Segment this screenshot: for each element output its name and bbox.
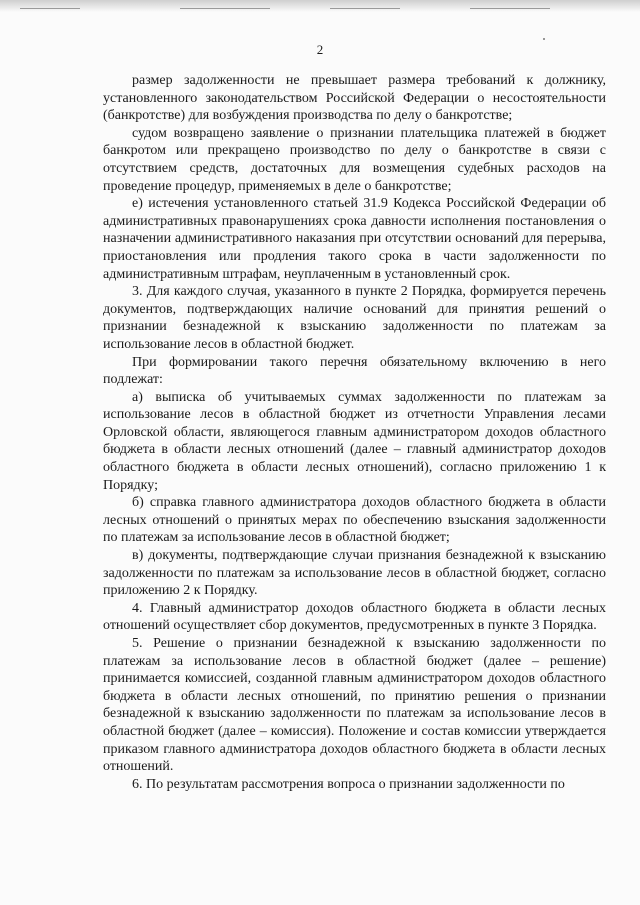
scan-artifact-line <box>180 8 270 9</box>
scan-artifact-line <box>330 8 400 9</box>
paragraph: При формировании такого перечня обязательному включению в него подлежат: <box>103 354 606 388</box>
paragraph: судом возвращено заявление о признании плательщика платежей в бюджет банкротом или прекращено производство по делу о банкротстве в связи с отсутствием средств, достаточных для возмещения судебных расходов на проведение процедур, применяемых в деле о банкротстве; <box>103 125 606 194</box>
scan-artifact-line <box>20 8 80 9</box>
page-number: 2 <box>316 42 324 57</box>
paragraph: размер задолженности не превышает размера требований к должнику, установленного законодательством Российской Федерации о несостоятельности (банкротстве) для возбуждения производства по делу о банкротстве; <box>103 73 606 124</box>
paragraph: б) справка главного администратора доходов областного бюджета в области лесных отношений о принятых мерах по обеспечению взыскания задолженности по платежам за использование лесов в областной бюджет; <box>103 495 606 546</box>
paragraph: 4. Главный администратор доходов областного бюджета в области лесных отношений осуществляет сбор документов, предусмотренных в пункте 3 Порядка. <box>103 600 606 634</box>
paragraph: а) выписка об учитываемых суммах задолженности по платежам за использование лесов в областной бюджет из отчетности Управления лесами Орловской области, являющегося главным администратором доходов областного бюджета в области лесных отношений (далее – главный администратор доходов областного бюджета в области лесных отношений), согласно приложению 1 к Порядку; <box>103 389 606 493</box>
scan-speck <box>543 38 545 40</box>
document-body <box>103 72 606 793</box>
paragraph: в) документы, подтверждающие случаи признания безнадежной к взысканию задолженности по платежам за использование лесов в областной бюджет, согласно приложению 2 к Порядку. <box>103 548 606 599</box>
scan-artifact-line <box>470 8 550 9</box>
paragraph: 5. Решение о признании безнадежной к взысканию задолженности по платежам за использование лесов в областной бюджет (далее – решение) принимается комиссией, созданной главным администратором доходов областного бюджета в области лесных отношений, по принятию решения о признании безнадежной к взысканию задолженности по платежам за использование лесов в областной бюджет (далее – комиссия). Положение и состав комиссии утверждается приказом главного администратора доходов областного бюджета в области лесных отношений. <box>103 636 606 775</box>
paragraph: 3. Для каждого случая, указанного в пункте 2 Порядка, формируется перечень документов, подтверждающих наличие оснований для принятия решений о признании безнадежной к взысканию задолженности по платежам за использование лесов в областной бюджет. <box>103 284 606 352</box>
paragraph: 6. По результатам рассмотрения вопроса о признании задолженности по <box>132 776 565 792</box>
scan-top-edge <box>0 0 640 12</box>
paragraph: е) истечения установленного статьей 31.9 Кодекса Российской Федерации об административных правонарушениях срока давности исполнения постановления о назначении административного наказания при отсутствии оснований для перерыва, приостановления или продления такого срока в части задолженности по административным штрафам, неуплаченным в установленный срок. <box>103 196 606 282</box>
